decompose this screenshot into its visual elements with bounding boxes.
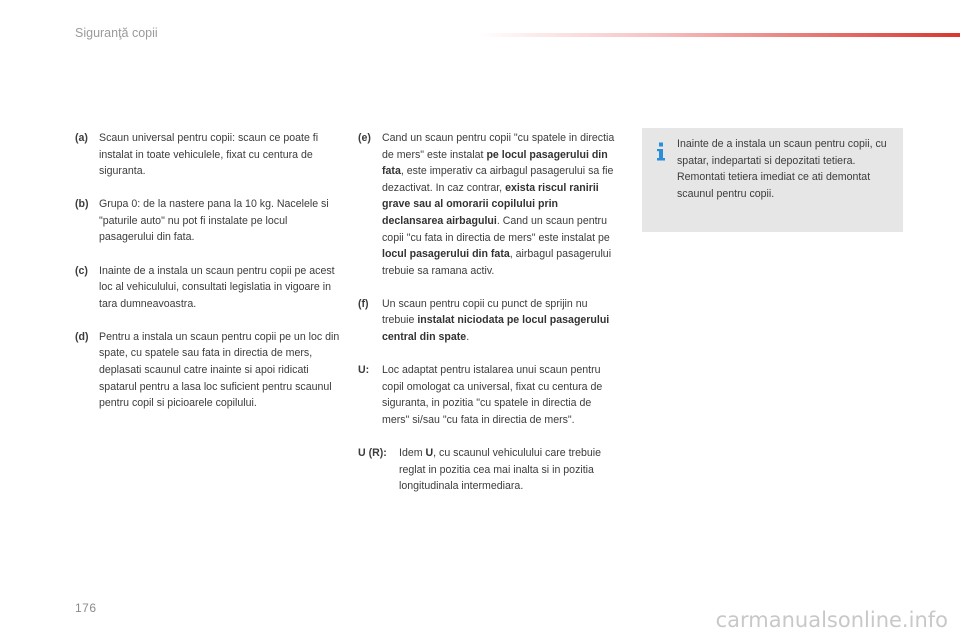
text-run: Cand un scaun pentru copii "cu spatele in directia de mers" este instalat [382, 132, 615, 161]
item-text: Grupa 0: de la nastere pana la 10 kg. Nacelele si "paturile auto" nu pot fi instalate pe locul pasagerului din fata. [99, 198, 329, 244]
definition-item-b [75, 196, 343, 246]
definition-item-f [358, 296, 620, 346]
item-label: (b) [75, 198, 89, 211]
header-accent-bar [478, 33, 960, 37]
text-run: Idem [399, 447, 426, 459]
text-run: Un scaun pentru copii cu punct de sprijin nu trebuie [382, 297, 588, 327]
item-text [358, 296, 620, 346]
section-title: Siguranţă copii [75, 26, 158, 40]
item-label: (d) [75, 330, 89, 343]
item-label: (c) [75, 264, 88, 277]
bold-run: U [425, 447, 434, 459]
text-run: , este imperativ ca airbagul pasagerului sa fie dezactivat. In caz contrar, [382, 165, 614, 194]
definition-item-c [75, 263, 343, 313]
definition-item-u [358, 362, 620, 428]
page-number: 176 [75, 601, 97, 615]
item-text [358, 445, 620, 495]
left-column [75, 130, 343, 428]
info-note-text: Inainte de a instala un scaun pentru copii, cu spatar, indepartati si depozitati tetiera. Remontati tetiera imediat ce ati demontat scaunul pentru copii. [677, 138, 887, 200]
item-label: U (R): [358, 447, 387, 459]
middle-column [358, 130, 620, 511]
bold-run: locul pasagerului din fata [382, 248, 510, 261]
info-icon [654, 142, 668, 162]
item-text [358, 130, 620, 279]
definition-item-e [358, 130, 620, 279]
text-run: , cu scaunul vehiculului care trebuie reglat in pozitia cea mai inalta si in pozitia longitudinala intermediara. [399, 447, 601, 493]
definition-item-d [75, 329, 343, 412]
definition-item-a [75, 130, 343, 180]
bold-run: pe locul pasagerului din fata [382, 148, 608, 178]
item-text: Pentru a instala un scaun pentru copii pe un loc din spate, cu spatele sau fata in directia de mers, deplasati scaunul catre inainte si apoi ridicati spatarul pentru a lasa loc suficient pentru scaunul pentru copil si picioarele copilului. [99, 330, 340, 410]
item-text: Scaun universal pentru copii: scaun ce poate fi instalat in toate vehiculele, fixat cu centura de siguranta. [99, 132, 319, 178]
bold-run: instalat niciodata pe locul pasagerului central din spate [382, 314, 610, 344]
watermark: carmanualsonline.info [715, 608, 948, 632]
definition-item-u-r [358, 445, 620, 495]
text-run: . [466, 331, 470, 344]
item-label: (a) [75, 132, 88, 144]
item-label: (f) [358, 297, 369, 310]
bold-run: exista riscul ranirii grave sau al omorarii copilului prin declansarea airbagului [382, 181, 599, 227]
item-label: (e) [358, 132, 371, 144]
item-text: Inainte de a instala un scaun pentru copii pe acest loc al vehiculului, consultati legislatia in vigoare in tara dumneavoastra. [99, 264, 335, 310]
text-run: , airbagul pasagerului trebuie sa ramana activ. [382, 248, 612, 277]
item-label: U: [358, 364, 370, 377]
text-run: . Cand un scaun pentru copii "cu fata in directia de mers" este instalat pe [382, 214, 610, 244]
item-text: Loc adaptat pentru istalarea unui scaun pentru copil omologat ca universal, fixat cu centura de siguranta, in pozitia "cu spatele in directia de mers" si/sau "cu fata in directia de mers". [382, 364, 603, 426]
info-note-box [642, 128, 903, 232]
